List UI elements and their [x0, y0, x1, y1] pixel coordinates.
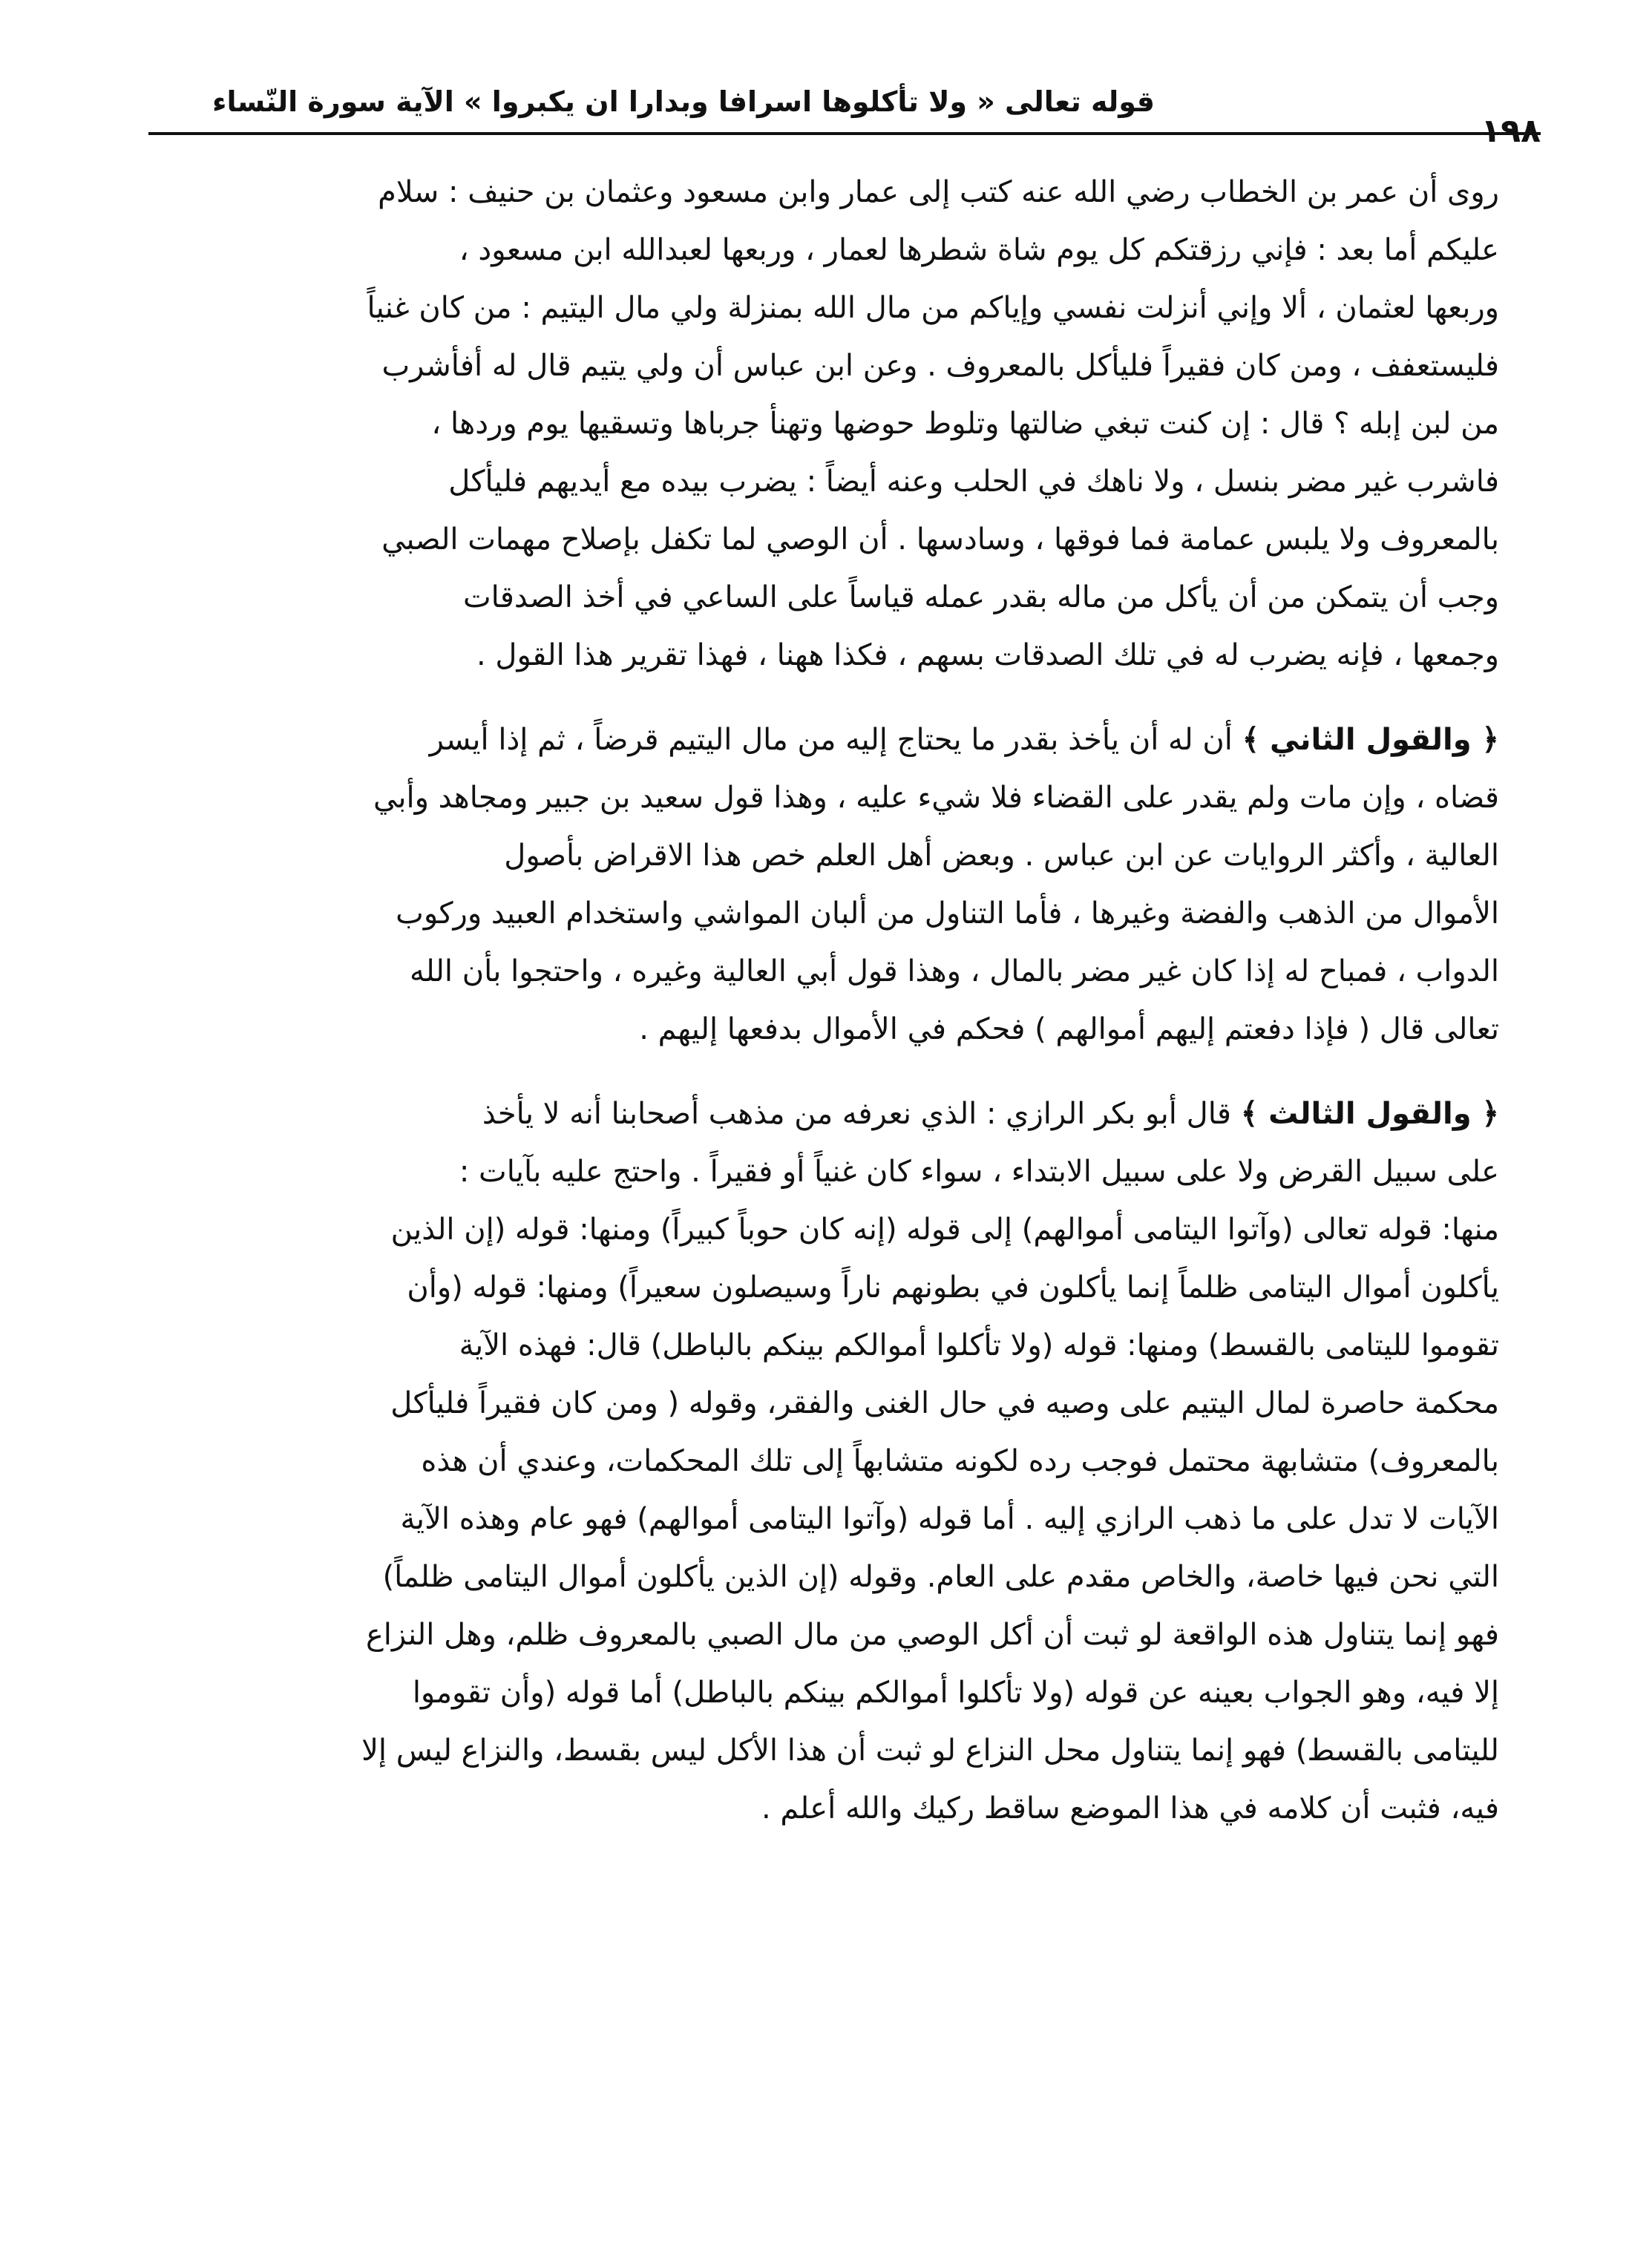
section-lead: ﴿ والقول الثاني ﴾ [1242, 723, 1499, 757]
text-line-first [153, 711, 1499, 769]
text-line: الآيات لا تدل على ما ذهب الرازي إليه . أما قوله (وآتوا اليتامى أموالهم) فهو عام وهذه الآية [400, 1502, 1499, 1536]
paragraph-2 [153, 711, 1499, 1058]
paragraph-gap [153, 684, 1499, 711]
text-line: وجب أن يتمكن من أن يأكل من ماله بقدر عمله قياساً على الساعي في أخذ الصدقات [462, 580, 1499, 614]
text-line: يأكلون أموال اليتامى ظلماً إنما يأكلون في بطونهم ناراً وسيصلون سعيراً) ومنها: قوله (وأن [407, 1270, 1499, 1305]
paragraph-3 [153, 1085, 1499, 1837]
text-line: الأموال من الذهب والفضة وغيرها ، فأما التناول من ألبان المواشي واستخدام العبيد وركوب [396, 896, 1499, 931]
paragraph-gap [153, 1058, 1499, 1085]
text-line: بالمعروف) متشابهة محتمل فوجب رده لكونه متشابهاً إلى تلك المحكمات، وعندي أن هذه [421, 1444, 1499, 1478]
section-lead: ﴿ والقول الثالث ﴾ [1240, 1097, 1499, 1131]
page-body [153, 163, 1499, 1837]
text-line-first [153, 1085, 1499, 1143]
page-number: ١٩٨ [1481, 112, 1541, 150]
text-line: الدواب ، فمباح له إذا كان غير مضر بالمال ، وهذا قول أبي العالية وغيره ، واحتجوا بأن الله [410, 954, 1499, 988]
text-line: روى أن عمر بن الخطاب رضي الله عنه كتب إلى عمار وابن مسعود وعثمان بن حنيف : سلام [378, 175, 1499, 209]
paragraph-1 [153, 163, 1499, 684]
text-line: لليتامى بالقسط) فهو إنما يتناول محل النزاع لو ثبت أن هذا الأكل ليس بقسط، والنزاع ليس إلا [361, 1734, 1499, 1768]
text-line: بالمعروف ولا يلبس عمامة فما فوقها ، وسادسها . أن الوصي لما تكفل بإصلاح مهمات الصبي [381, 522, 1499, 557]
text-line: تقوموا لليتامى بالقسط) ومنها: قوله (ولا تأكلوا أموالكم بينكم بالباطل) قال: فهذه الآية [459, 1328, 1499, 1363]
text-line: فيه، فثبت أن كلامه في هذا الموضع ساقط ركيك والله أعلم . [761, 1791, 1499, 1826]
text-line: التي نحن فيها خاصة، والخاص مقدم على العام. وقوله (إن الذين يأكلون أموال اليتامى ظلماً) [382, 1560, 1499, 1594]
text-line: من لبن إبله ؟ قال : إن كنت تبغي ضالتها وتلوط حوضها وتهنأ جرباها وتسقيها يوم وردها ، [431, 407, 1499, 441]
text-line: فهو إنما يتناول هذه الواقعة لو ثبت أن أكل الوصي من مال الصبي بالمعروف ظلم، وهل النزاع [365, 1618, 1499, 1652]
text-line: عليكم أما بعد : فإني رزقتكم كل يوم شاة شطرها لعمار ، وربعها لعبدالله ابن مسعود ، [459, 233, 1499, 267]
header-rule [148, 132, 1541, 135]
text-line: وربعها لعثمان ، ألا وإني أنزلت نفسي وإياكم من مال الله بمنزلة ولي مال اليتيم : من كان غنياً [367, 291, 1499, 325]
text-line: تعالى قال ( فإذا دفعتم إليهم أموالهم ) فحكم في الأموال بدفعها إليهم . [639, 1012, 1499, 1046]
running-title: قوله تعالى « ولا تأكلوها اسرافا وبدارا ان يكبروا » الآية سورة النّساء [212, 85, 1155, 118]
text-line: على سبيل القرض ولا على سبيل الابتداء ، سواء كان غنياً أو فقيراً . واحتج عليه بآيات : [459, 1155, 1499, 1189]
text-line: العالية ، وأكثر الروايات عن ابن عباس . وبعض أهل العلم خص هذا الاقراض بأصول [504, 839, 1499, 873]
text-line: فاشرب غير مضر بنسل ، ولا ناهك في الحلب وعنه أيضاً : يضرب بيده مع أيديهم فليأكل [448, 465, 1499, 499]
text-line: قضاه ، وإن مات ولم يقدر على القضاء فلا شيء عليه ، وهذا قول سعيد بن جبير ومجاهد وأبي [373, 781, 1499, 815]
text-line: محكمة حاصرة لمال اليتيم على وصيه في حال الغنى والفقر، وقوله ( ومن كان فقيراً فليأكل [390, 1386, 1499, 1420]
text-line: فليستعفف ، ومن كان فقيراً فليأكل بالمعروف . وعن ابن عباس أن ولي يتيم قال له أفأشرب [381, 349, 1499, 383]
text-line: إلا فيه، وهو الجواب بعينه عن قوله (ولا تأكلوا أموالكم بينكم بالباطل) أما قوله (وأن تقوموا [412, 1676, 1499, 1710]
text-line: وجمعها ، فإنه يضرب له في تلك الصدقات بسهم ، فكذا ههنا ، فهذا تقرير هذا القول . [476, 638, 1499, 672]
text-line: منها: قوله تعالى (وآتوا اليتامى أموالهم) إلى قوله (إنه كان حوباً كبيراً) ومنها: قوله (إن الذين [390, 1213, 1499, 1247]
text-line-rest: أن له أن يأخذ بقدر ما يحتاج إليه من مال اليتيم قرضاً ، ثم إذا أيسر [429, 723, 1233, 757]
text-line-rest: قال أبو بكر الرازي : الذي نعرفه من مذهب أصحابنا أنه لا يأخذ [482, 1097, 1232, 1131]
page-header [148, 70, 1541, 150]
